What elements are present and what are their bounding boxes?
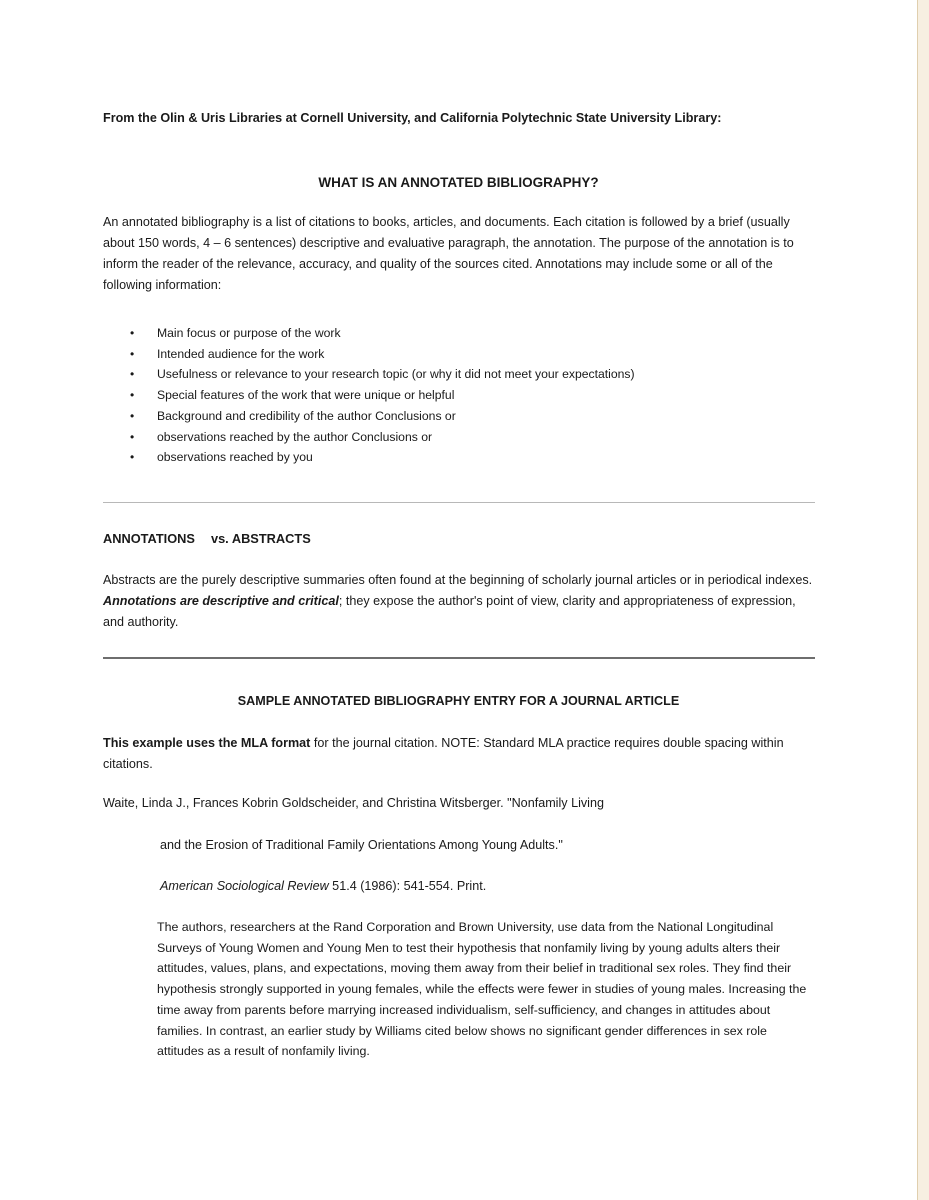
citation-journal-line bbox=[160, 876, 486, 897]
section-divider bbox=[103, 657, 815, 659]
annotation-info-list bbox=[130, 323, 635, 468]
definition-paragraph: An annotated bibliography is a list of citations to books, articles, and documents. Each citation is followed by a brief (usually about 150 words, 4 – 6 sentences) descriptive and evaluative paragraph, the annotation. The purpose of the annotation is to inform the reader of the relevance, accuracy, and quality of the sources cited. Annotations may include some or all of the following information: bbox=[103, 215, 794, 292]
section-heading-annotations-vs-abstracts bbox=[103, 528, 311, 549]
journal-title: American Sociological Review bbox=[160, 879, 329, 893]
citation-line: and the Erosion of Traditional Family Orientations Among Young Adults." bbox=[160, 838, 563, 852]
annotations-vs-abstracts-paragraph bbox=[103, 570, 818, 633]
page-edge bbox=[917, 0, 929, 1200]
page-title: WHAT IS AN ANNOTATED BIBLIOGRAPHY? bbox=[318, 175, 599, 190]
list-item: • observations reached by you bbox=[130, 447, 635, 468]
emphasis-text: Annotations are descriptive and critical bbox=[103, 594, 339, 608]
list-item: • observations reached by the author Conclusions or bbox=[130, 427, 635, 448]
list-item: • Main focus or purpose of the work bbox=[130, 323, 635, 344]
list-item: • Background and credibility of the author Conclusions or bbox=[130, 406, 635, 427]
heading-right: vs. ABSTRACTS bbox=[210, 531, 311, 546]
sample-annotation: The authors, researchers at the Rand Corporation and Brown University, use data from the National Longitudinal Surveys of Young Women and Young Men to test their hypothesis that nonfamily living by young adults alters their attitudes, values, plans, and expectations, moving them away from their belief in traditional sex roles. They find their hypothesis strongly supported in young females, while the effects were fewer in studies of young males. Increasing the time away from parents before marrying increased individualism, self-sufficiency, and changes in attitudes about families. In contrast, an earlier study by Williams cited below shows no significant gender differences in sex role attitudes as a result of nonfamily living. bbox=[157, 920, 807, 1059]
section-divider bbox=[103, 502, 815, 503]
mla-note-bold: This example uses the MLA format bbox=[103, 736, 311, 750]
source-intro: From the Olin & Uris Libraries at Cornell University, and California Polytechnic State University Library: bbox=[103, 111, 722, 125]
mla-note bbox=[103, 733, 793, 775]
paragraph-text: ; they expose the author's point of view, clarity and appropriateness of expression, and authority. bbox=[103, 594, 796, 629]
list-item: • Usefulness or relevance to your research topic (or why it did not meet your expectations) bbox=[130, 364, 635, 385]
paragraph-text: Abstracts are the purely descriptive summaries often found at the beginning of scholarly journal articles or in periodical indexes. bbox=[103, 573, 813, 587]
list-item: • Special features of the work that were unique or helpful bbox=[130, 385, 635, 406]
list-item: • Intended audience for the work bbox=[130, 344, 635, 365]
citation-line: Waite, Linda J., Frances Kobrin Goldscheider, and Christina Witsberger. "Nonfamily Living bbox=[103, 796, 604, 810]
citation-details: 51.4 (1986): 541-554. Print. bbox=[328, 879, 487, 893]
sample-entry-heading: SAMPLE ANNOTATED BIBLIOGRAPHY ENTRY FOR A JOURNAL ARTICLE bbox=[237, 694, 680, 708]
mla-note-text: for the journal citation. NOTE: Standard MLA practice requires double spacing within citations. bbox=[103, 736, 784, 771]
heading-left: ANNOTATIONS bbox=[103, 531, 195, 546]
